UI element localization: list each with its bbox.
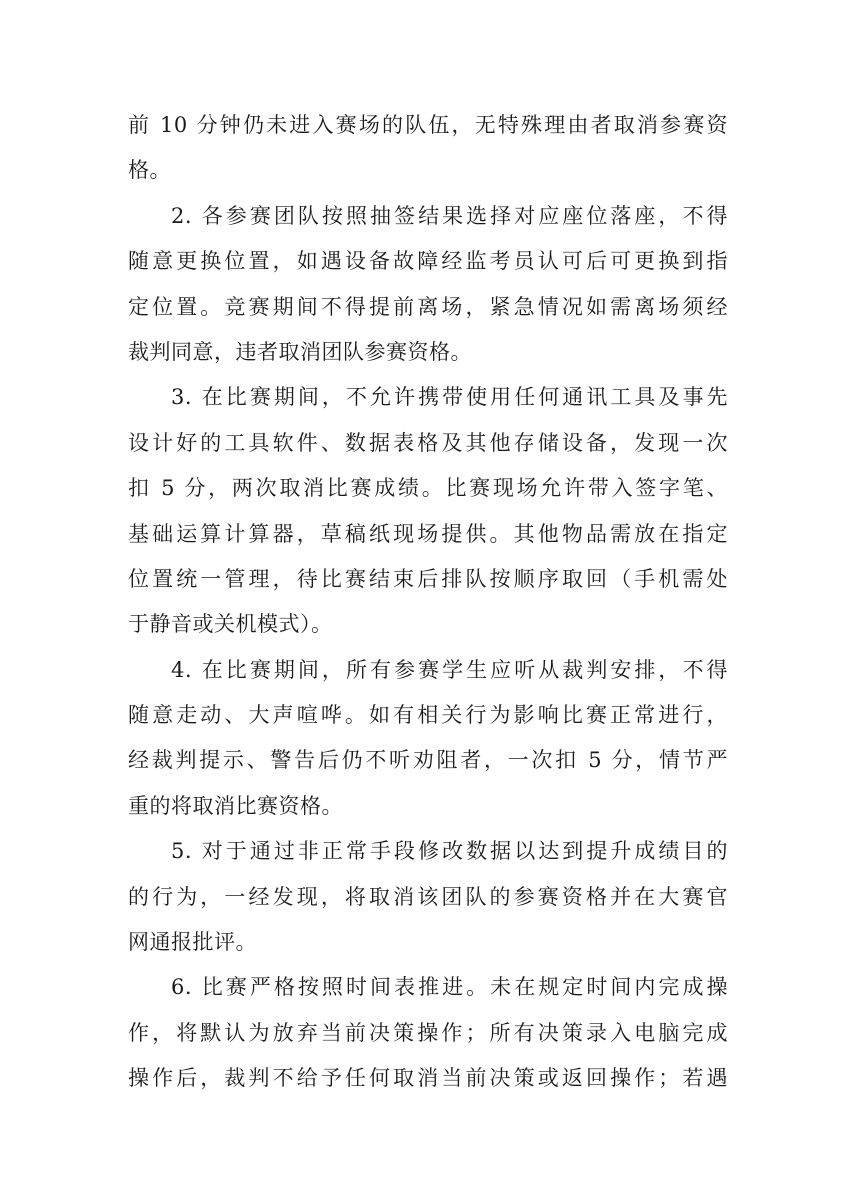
text-line: 网通报批评。	[128, 930, 257, 955]
paragraph-first-line: 2. 各参赛团队按照抽签结果选择对应座位落座，不得	[171, 203, 728, 228]
paragraph-first-line: 4. 在比赛期间，所有参赛学生应听从裁判安排，不得	[171, 657, 728, 682]
paragraph-first-line: 3. 在比赛期间，不允许携带使用任何通讯工具及事先	[171, 385, 728, 410]
paragraph-first-line: 6. 比赛严格按照时间表推进。未在规定时间内完成操	[171, 975, 728, 1000]
paragraph-first-line: 5. 对于通过非正常手段修改数据以达到提升成绩目的	[171, 839, 728, 864]
text-line: 随意走动、大声喧哗。如有相关行为影响比赛正常进行，	[128, 703, 728, 728]
text-line: 随意更换位置，如遇设备故障经监考员认可后可更换到指	[128, 249, 728, 274]
text-line: 重的将取消比赛资格。	[128, 793, 343, 818]
text-line: 的行为，一经发现，将取消该团队的参赛资格并在大赛官	[128, 884, 728, 909]
text-line: 位置统一管理，待比赛结束后排队按顺序取回（手机需处	[128, 566, 728, 591]
body-text	[128, 103, 728, 1102]
text-line: 基础运算计算器，草稿纸现场提供。其他物品需放在指定	[128, 521, 728, 546]
text-line: 格。	[128, 158, 171, 183]
text-line: 经裁判提示、警告后仍不听劝阻者，一次扣 5 分，情节严	[128, 748, 728, 773]
text-line: 操作后，裁判不给予任何取消当前决策或返回操作；若遇	[128, 1066, 728, 1091]
text-line: 裁判同意，违者取消团队参赛资格。	[128, 339, 472, 364]
text-line: 前 10 分钟仍未进入赛场的队伍，无特殊理由者取消参赛资	[128, 113, 728, 137]
text-line: 定位置。竞赛期间不得提前离场，紧急情况如需离场须经	[128, 294, 728, 319]
text-line: 扣 5 分，两次取消比赛成绩。比赛现场允许带入签字笔、	[128, 476, 728, 501]
text-line: 作，将默认为放弃当前决策操作；所有决策录入电脑完成	[128, 1020, 728, 1045]
text-line: 设计好的工具软件、数据表格及其他存储设备，发现一次	[128, 430, 728, 455]
text-line: 于静音或关机模式）。	[128, 612, 333, 637]
